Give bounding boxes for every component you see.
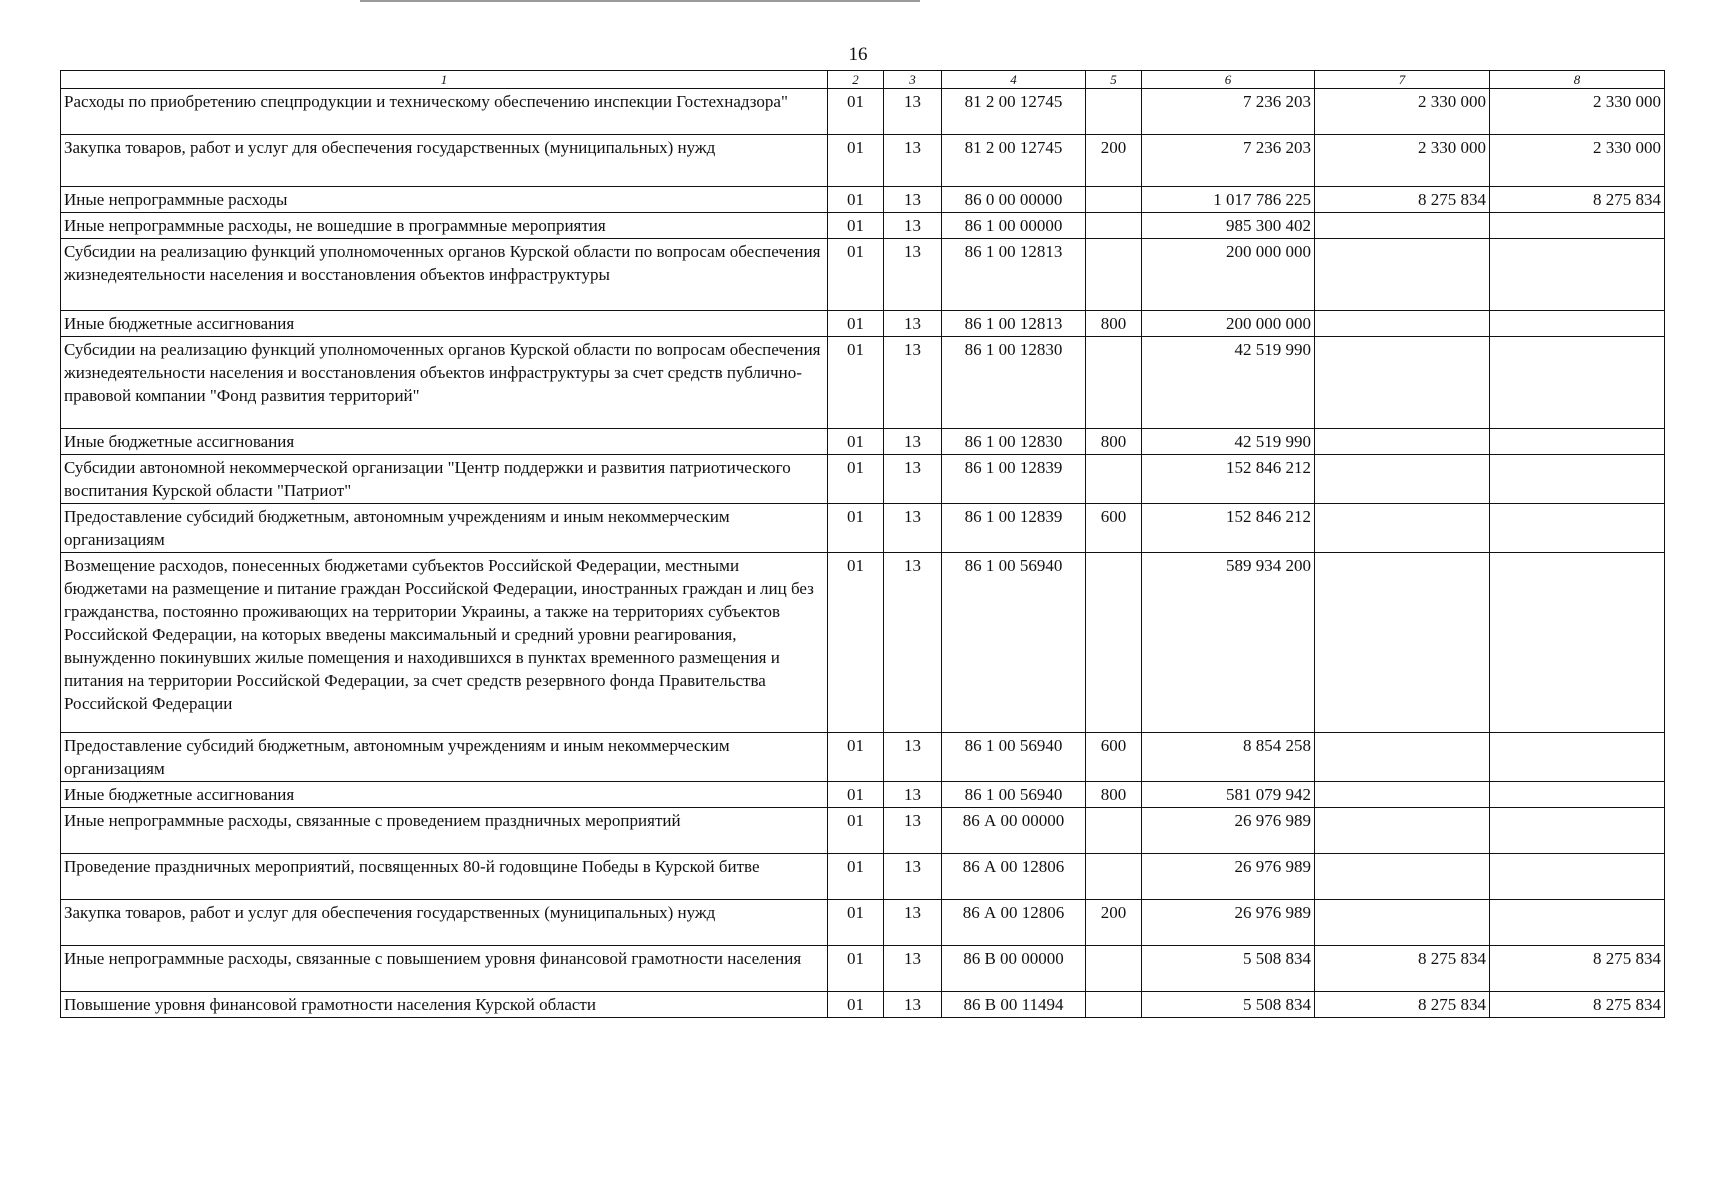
scan-edge-line [360,0,920,2]
row-amount-col7 [1315,553,1490,733]
row-amount-col6: 200 000 000 [1142,239,1315,311]
row-expense-type [1086,992,1142,1018]
header-cell: 2 [828,71,884,89]
row-expense-type [1086,187,1142,213]
row-subsection: 13 [884,455,942,504]
row-subsection: 13 [884,854,942,900]
row-amount-col6: 5 508 834 [1142,946,1315,992]
row-subsection: 13 [884,311,942,337]
row-name: Иные бюджетные ассигнования [61,429,828,455]
row-amount-col7: 2 330 000 [1315,135,1490,187]
row-subsection: 13 [884,733,942,782]
row-target-article: 86 А 00 12806 [942,854,1086,900]
row-subsection: 13 [884,89,942,135]
row-name: Иные непрограммные расходы, связанные с повышением уровня финансовой грамотности населения [61,946,828,992]
row-amount-col7 [1315,782,1490,808]
row-amount-col8 [1490,733,1665,782]
table-row [61,187,1665,213]
row-section: 01 [828,733,884,782]
row-amount-col6: 26 976 989 [1142,900,1315,946]
row-expense-type [1086,455,1142,504]
row-amount-col8 [1490,808,1665,854]
row-expense-type: 600 [1086,733,1142,782]
row-expense-type [1086,337,1142,429]
row-expense-type [1086,213,1142,239]
row-name: Возмещение расходов, понесенных бюджетами субъектов Российской Федерации, местными бюджетами на размещение и питание граждан Российской Федерации, иностранных граждан и лиц без гражданства, постоянно проживающих на территории Украины, а также на территориях субъектов Российской Федерации, на которых введены максимальный и средний уровни реагирования, вынужденно покинувших жилые помещения и находившихся в пунктах временного размещения и питания на территории Российской Федерации, за счет средств резервного фонда Правительства Российской Федерации [61,553,828,733]
row-subsection: 13 [884,337,942,429]
row-amount-col7 [1315,504,1490,553]
row-name: Расходы по приобретению спецпродукции и техническому обеспечению инспекции Гостехнадзора" [61,89,828,135]
row-target-article: 86 1 00 12830 [942,429,1086,455]
row-name: Иные бюджетные ассигнования [61,311,828,337]
row-amount-col6: 152 846 212 [1142,455,1315,504]
row-target-article: 86 1 00 12830 [942,337,1086,429]
table-row [61,946,1665,992]
row-section: 01 [828,946,884,992]
row-target-article: 81 2 00 12745 [942,89,1086,135]
row-section: 01 [828,213,884,239]
row-target-article: 86 В 00 00000 [942,946,1086,992]
table-row [61,782,1665,808]
row-target-article: 86 1 00 12839 [942,455,1086,504]
row-section: 01 [828,553,884,733]
row-target-article: 86 А 00 12806 [942,900,1086,946]
row-target-article: 86 1 00 56940 [942,733,1086,782]
row-amount-col8 [1490,782,1665,808]
table-row [61,900,1665,946]
row-name: Субсидии на реализацию функций уполномоченных органов Курской области по вопросам обеспечения жизнедеятельности населения и восстановления объектов инфраструктуры [61,239,828,311]
row-target-article: 86 1 00 12813 [942,239,1086,311]
row-subsection: 13 [884,213,942,239]
table-row [61,553,1665,733]
row-expense-type [1086,239,1142,311]
row-amount-col8: 2 330 000 [1490,89,1665,135]
row-expense-type [1086,808,1142,854]
table-row [61,429,1665,455]
row-section: 01 [828,187,884,213]
row-name: Проведение праздничных мероприятий, посвященных 80-й годовщине Победы в Курской битве [61,854,828,900]
row-amount-col8 [1490,311,1665,337]
table-row [61,311,1665,337]
row-amount-col8: 8 275 834 [1490,946,1665,992]
row-subsection: 13 [884,429,942,455]
row-section: 01 [828,311,884,337]
row-expense-type [1086,946,1142,992]
table-row [61,239,1665,311]
budget-table [60,70,1665,1018]
row-amount-col6: 42 519 990 [1142,337,1315,429]
row-name: Закупка товаров, работ и услуг для обеспечения государственных (муниципальных) нужд [61,135,828,187]
row-subsection: 13 [884,553,942,733]
row-expense-type: 200 [1086,900,1142,946]
row-subsection: 13 [884,808,942,854]
header-cell: 3 [884,71,942,89]
row-target-article: 86 1 00 00000 [942,213,1086,239]
row-amount-col7 [1315,854,1490,900]
row-subsection: 13 [884,946,942,992]
row-amount-col7: 8 275 834 [1315,946,1490,992]
row-subsection: 13 [884,239,942,311]
row-expense-type: 600 [1086,504,1142,553]
row-name: Иные непрограммные расходы [61,187,828,213]
row-target-article: 81 2 00 12745 [942,135,1086,187]
row-amount-col8 [1490,854,1665,900]
row-name: Предоставление субсидий бюджетным, автономным учреждениям и иным некоммерческим организациям [61,733,828,782]
row-amount-col7: 8 275 834 [1315,187,1490,213]
row-amount-col6: 581 079 942 [1142,782,1315,808]
page-number: 16 [848,44,868,65]
header-cell: 7 [1315,71,1490,89]
row-amount-col7 [1315,455,1490,504]
row-section: 01 [828,504,884,553]
row-target-article: 86 1 00 56940 [942,553,1086,733]
row-name: Субсидии на реализацию функций уполномоченных органов Курской области по вопросам обеспечения жизнедеятельности населения и восстановления объектов инфраструктуры за счет средств публично-правовой компании "Фонд развития территорий" [61,337,828,429]
row-amount-col6: 42 519 990 [1142,429,1315,455]
row-name: Иные непрограммные расходы, не вошедшие в программные мероприятия [61,213,828,239]
table-row [61,733,1665,782]
row-expense-type [1086,553,1142,733]
row-amount-col7 [1315,311,1490,337]
row-name: Иные бюджетные ассигнования [61,782,828,808]
row-amount-col7 [1315,808,1490,854]
row-amount-col8 [1490,504,1665,553]
row-amount-col6: 1 017 786 225 [1142,187,1315,213]
row-section: 01 [828,337,884,429]
row-amount-col6: 985 300 402 [1142,213,1315,239]
row-amount-col6: 200 000 000 [1142,311,1315,337]
table-row [61,213,1665,239]
row-section: 01 [828,135,884,187]
row-amount-col7 [1315,213,1490,239]
header-cell: 4 [942,71,1086,89]
row-target-article: 86 А 00 00000 [942,808,1086,854]
row-amount-col7 [1315,900,1490,946]
row-name: Субсидии автономной некоммерческой организации "Центр поддержки и развития патриотического воспитания Курской области "Патриот" [61,455,828,504]
row-amount-col6: 5 508 834 [1142,992,1315,1018]
row-expense-type: 800 [1086,782,1142,808]
row-amount-col7 [1315,429,1490,455]
row-amount-col7: 2 330 000 [1315,89,1490,135]
row-amount-col8 [1490,900,1665,946]
row-amount-col6: 7 236 203 [1142,89,1315,135]
row-amount-col8 [1490,213,1665,239]
row-section: 01 [828,239,884,311]
row-section: 01 [828,429,884,455]
row-amount-col6: 8 854 258 [1142,733,1315,782]
table-row [61,854,1665,900]
row-expense-type: 200 [1086,135,1142,187]
row-amount-col6: 152 846 212 [1142,504,1315,553]
row-subsection: 13 [884,992,942,1018]
table-row [61,89,1665,135]
table-row [61,808,1665,854]
row-amount-col7 [1315,337,1490,429]
table-row [61,455,1665,504]
row-target-article: 86 0 00 00000 [942,187,1086,213]
row-expense-type: 800 [1086,311,1142,337]
row-target-article: 86 1 00 12813 [942,311,1086,337]
row-amount-col8 [1490,337,1665,429]
row-amount-col6: 589 934 200 [1142,553,1315,733]
row-amount-col8: 8 275 834 [1490,187,1665,213]
row-subsection: 13 [884,504,942,553]
row-expense-type [1086,854,1142,900]
row-section: 01 [828,992,884,1018]
row-name: Закупка товаров, работ и услуг для обеспечения государственных (муниципальных) нужд [61,900,828,946]
row-section: 01 [828,455,884,504]
row-name: Предоставление субсидий бюджетным, автономным учреждениям и иным некоммерческим организациям [61,504,828,553]
row-target-article: 86 1 00 12839 [942,504,1086,553]
header-cell: 6 [1142,71,1315,89]
row-amount-col8 [1490,455,1665,504]
row-name: Повышение уровня финансовой грамотности населения Курской области [61,992,828,1018]
row-amount-col7 [1315,239,1490,311]
table-row [61,504,1665,553]
row-section: 01 [828,854,884,900]
header-cell: 8 [1490,71,1665,89]
row-target-article: 86 В 00 11494 [942,992,1086,1018]
row-subsection: 13 [884,782,942,808]
row-section: 01 [828,900,884,946]
row-subsection: 13 [884,900,942,946]
row-expense-type [1086,89,1142,135]
row-name: Иные непрограммные расходы, связанные с проведением праздничных мероприятий [61,808,828,854]
table-header-row [61,71,1665,89]
row-subsection: 13 [884,187,942,213]
row-amount-col6: 7 236 203 [1142,135,1315,187]
row-amount-col8: 2 330 000 [1490,135,1665,187]
table-row [61,992,1665,1018]
row-target-article: 86 1 00 56940 [942,782,1086,808]
table-row [61,337,1665,429]
row-amount-col8 [1490,429,1665,455]
row-amount-col7 [1315,733,1490,782]
row-section: 01 [828,808,884,854]
row-amount-col8: 8 275 834 [1490,992,1665,1018]
header-cell: 1 [61,71,828,89]
row-amount-col6: 26 976 989 [1142,854,1315,900]
row-amount-col6: 26 976 989 [1142,808,1315,854]
header-cell: 5 [1086,71,1142,89]
row-amount-col8 [1490,553,1665,733]
table-row [61,135,1665,187]
row-expense-type: 800 [1086,429,1142,455]
row-subsection: 13 [884,135,942,187]
row-section: 01 [828,89,884,135]
row-amount-col8 [1490,239,1665,311]
row-amount-col7: 8 275 834 [1315,992,1490,1018]
row-section: 01 [828,782,884,808]
